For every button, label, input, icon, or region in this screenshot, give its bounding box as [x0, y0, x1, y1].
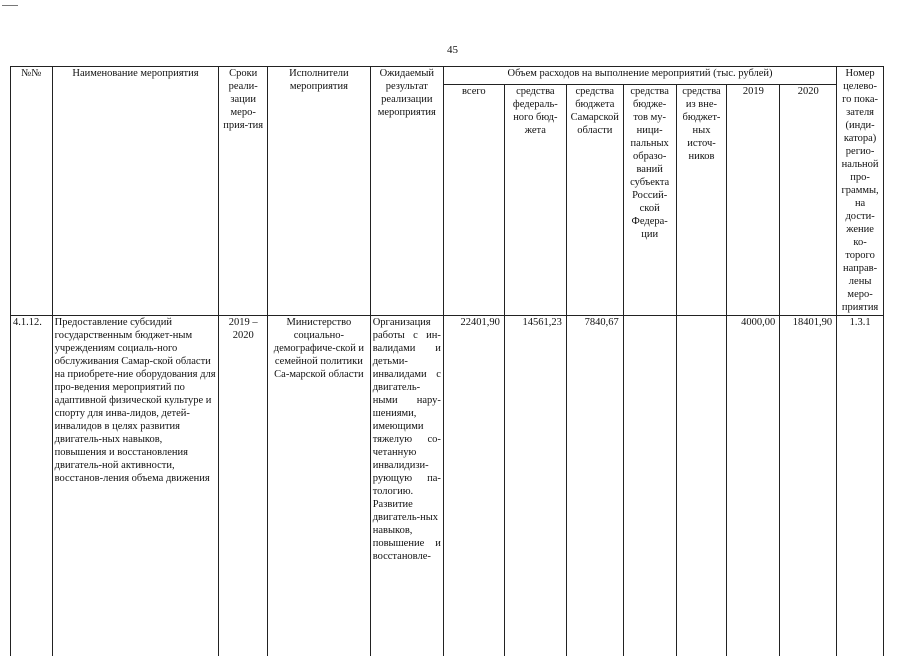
cell-terms: 2019 – 2020 [219, 316, 268, 656]
page-number: 45 [0, 44, 905, 57]
header-extrabudget: средства из вне-бюджет-ных источ-ников [676, 85, 727, 316]
cell-federal: 14561,23 [504, 316, 566, 656]
cell-target: 1.3.1 [837, 316, 884, 656]
header-federal: средства федераль-ного бюд-жета [504, 85, 566, 316]
header-total: всего [443, 85, 504, 316]
header-volume-group: Объем расходов на выполнение мероприятий (тыс. рублей) [443, 67, 836, 85]
cell-municipal [623, 316, 676, 656]
header-municipal: средства бюдже-тов му-ници-пальных образо-ваний субъекта Россий-ской Федера-ции [623, 85, 676, 316]
cell-executors: Министерство социально-демографиче-ской и семейной политики Са-марской области [268, 316, 371, 656]
header-regional: средства бюджета Самарской области [566, 85, 623, 316]
cell-2019: 4000,00 [727, 316, 780, 656]
table-row [11, 316, 884, 656]
cell-expected-result: Организация работы с ин-валидами и детьми-инвалидами с двигатель-ными нару-шениями, имеющими тяжелую со-четанную инвалидизи-рующую па-тологию. Развитие двигатель-ных навыков, повышение и восстановле- [370, 316, 443, 656]
corner-mark [2, 5, 18, 6]
header-target-number: Номер целево-го пока-зателя (инди-катора) регио-нальной про-граммы, на дости-жение ко-торого направ-лены меро-приятия [837, 67, 884, 316]
cell-num: 4.1.12. [11, 316, 53, 656]
header-expected-result: Ожидаемый результат реализации мероприятия [370, 67, 443, 316]
cell-regional: 7840,67 [566, 316, 623, 656]
cell-2020: 18401,90 [780, 316, 837, 656]
cell-extrabudget [676, 316, 727, 656]
cell-name: Предоставление субсидий государственным бюджет-ным учреждениям социаль-ного обслуживания Самар-ской области на приобрете-ние оборудования для про-ведения мероприятий по адаптивной физической культуре и спорту для инва-лидов, детей-инвалидов в целях развития двигатель-ных навыков, повышения и восстановления двигатель-ной активности, восстанов-ления объема движения [52, 316, 219, 656]
header-2020: 2020 [780, 85, 837, 316]
header-row-top [11, 67, 884, 85]
cell-total: 22401,90 [443, 316, 504, 656]
header-2019: 2019 [727, 85, 780, 316]
header-executors: Исполнители мероприятия [268, 67, 371, 316]
header-num: №№ [11, 67, 53, 316]
header-name: Наименование мероприятия [52, 67, 219, 316]
expenditure-table [10, 66, 884, 656]
header-terms: Сроки реали-зации меро-прия-тия [219, 67, 268, 316]
